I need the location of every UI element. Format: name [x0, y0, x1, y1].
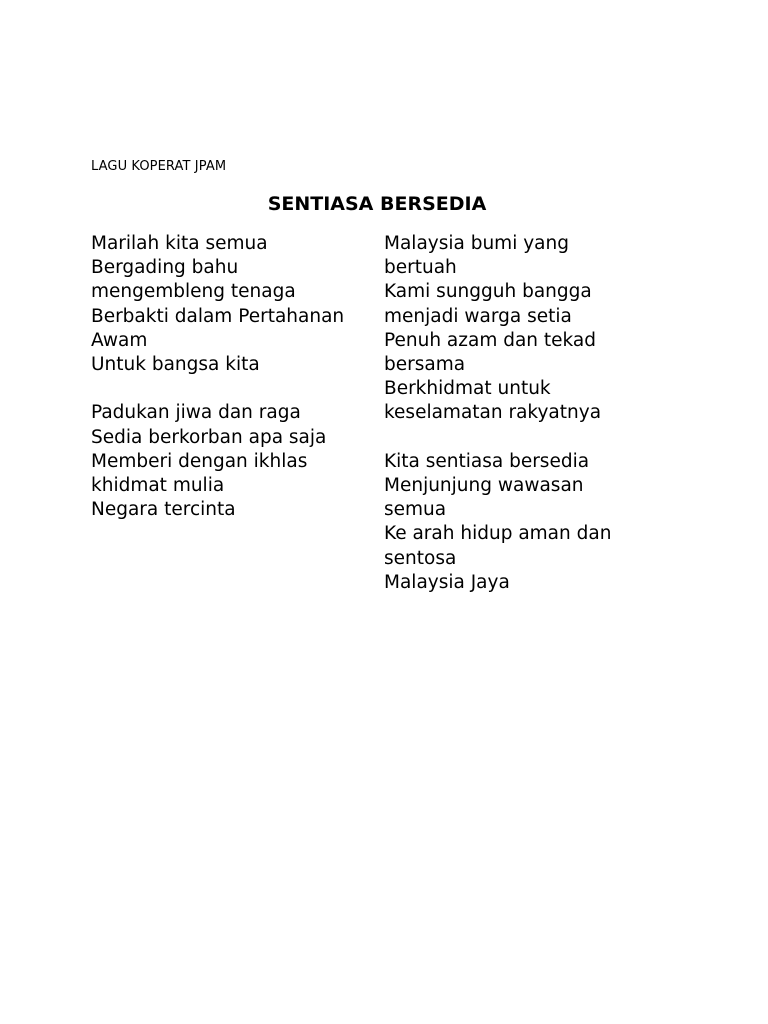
- lyrics-right-column: [384, 232, 654, 595]
- lyric-line: bersama: [384, 354, 466, 376]
- lyric-line: Menjunjung wawasan: [384, 475, 584, 497]
- lyric-line: Awam: [91, 329, 148, 351]
- document-header-label: LAGU KOPERAT JPAM: [91, 159, 227, 174]
- lyric-line: khidmat mulia: [91, 475, 225, 497]
- lyric-line: Ke arah hidup aman dan: [384, 523, 612, 545]
- lyric-line: Malaysia Jaya: [384, 571, 510, 593]
- lyric-line: Sedia berkorban apa saja: [91, 426, 327, 448]
- stanza-3: [384, 232, 654, 426]
- lyric-line: Berkhidmat untuk: [384, 378, 551, 400]
- stanza-1: [91, 232, 376, 377]
- lyric-line: Memberi dengan ikhlas: [91, 450, 308, 472]
- lyric-line: Malaysia bumi yang: [384, 233, 569, 254]
- lyric-line: Marilah kita semua: [91, 233, 268, 254]
- stanza-4: [384, 450, 654, 595]
- lyric-line: Kita sentiasa bersedia: [384, 450, 590, 472]
- lyric-line: keselamatan rakyatnya: [384, 402, 602, 424]
- lyric-line: Untuk bangsa kita: [91, 354, 260, 376]
- lyric-line: semua: [384, 499, 447, 521]
- lyric-line: sentosa: [384, 547, 457, 569]
- lyric-line: Kami sungguh bangga: [384, 281, 592, 303]
- lyric-line: Penuh azam dan tekad: [384, 329, 597, 351]
- lyric-line: menjadi warga setia: [384, 305, 572, 327]
- stanza-2: [91, 401, 376, 522]
- song-title: SENTIASA BERSEDIA: [267, 193, 487, 215]
- lyric-line: Bergading bahu: [91, 257, 239, 279]
- lyric-line: mengembleng tenaga: [91, 281, 296, 303]
- lyric-line: Padukan jiwa dan raga: [91, 402, 301, 424]
- lyric-line: Berbakti dalam Pertahanan: [91, 305, 345, 327]
- lyric-line: bertuah: [384, 257, 457, 279]
- lyric-line: Negara tercinta: [91, 499, 236, 521]
- lyrics-left-column: [91, 232, 376, 522]
